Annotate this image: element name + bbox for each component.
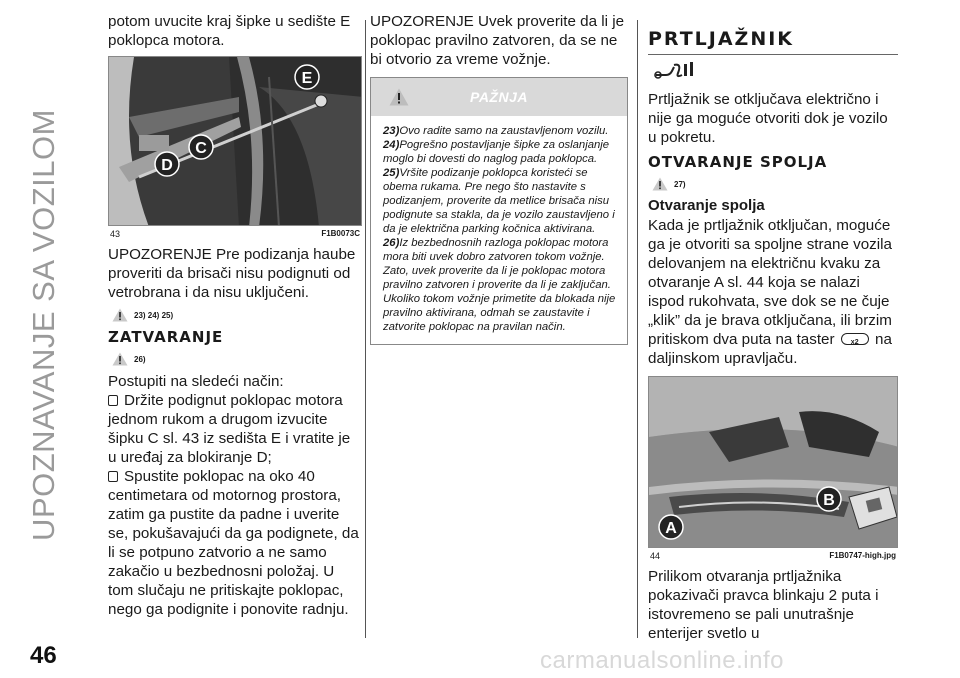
pazn-box bbox=[370, 77, 628, 345]
note-item: 23)Ovo radite samo na zaustavljenom vozilu. bbox=[383, 125, 609, 137]
figure-number: 44 bbox=[650, 551, 661, 561]
refs-text: 26) bbox=[134, 354, 146, 364]
section-title-prtljaznik: PRTLJAŽNIK bbox=[648, 28, 898, 55]
list-item-text: Spustite poklopac na oko 40 centimetara od motornog prostora, zatim ga pustite da padne i uverite se, pokušavajući da ga podignete, da li se potpuno zatvorio a ne samo zakačio u bezbednosni položaj. U tom slučaju ne pritiskajte poklopac, nego ga podignite i ponovite radnju. bbox=[108, 468, 359, 618]
section-refs bbox=[652, 177, 898, 191]
svg-text:B: B bbox=[823, 492, 835, 509]
checkbox-bullet-icon bbox=[108, 471, 118, 482]
warning-paragraph: UPOZORENJE Pre podizanja haube proveriti da brisači nisu podignuti od vetrobrana i da nisu uključeni. bbox=[108, 246, 356, 301]
figure-43 bbox=[108, 56, 362, 226]
svg-text:E: E bbox=[301, 70, 313, 87]
electric-key-icon bbox=[652, 61, 898, 86]
subsection-title: Otvaranje spolja bbox=[648, 197, 765, 214]
closing-paragraph: Prilikom otvaranja prtljažnika pokazivači pravca blinkaju 2 puta i istovremeno se pali unutrašnje enterijer svetlo u bbox=[648, 568, 879, 642]
intro-text: potom uvucite kraj šipke u sedište E poklopca motora. bbox=[108, 13, 351, 49]
pazn-title: PAŽNJA bbox=[470, 89, 528, 105]
intro-text: Prtljažnik se otključava električno i nije ga moguće otvoriti dok je vozilo u pokretu. bbox=[648, 91, 888, 146]
chapter-side-title bbox=[4, 25, 84, 625]
column-divider bbox=[365, 20, 366, 638]
page-number: 46 bbox=[30, 642, 57, 669]
checkbox-bullet-icon bbox=[108, 395, 118, 406]
refs-text: 23) 24) 25) bbox=[134, 310, 174, 320]
column-divider bbox=[637, 20, 638, 638]
list-item bbox=[108, 391, 362, 467]
section-refs bbox=[112, 352, 362, 366]
remote-double-press-icon: x2 bbox=[841, 333, 869, 345]
warning-paragraph: UPOZORENJE Uvek proverite da li je poklopac pravilno zatvoren, da se ne bi otvorio za vreme vožnje. bbox=[370, 13, 625, 68]
figure-44-caption bbox=[648, 548, 898, 567]
note-item: 24)Pogrešno postavljanje šipke za oslanjanje moglo bi dovesti do naglog pada poklopca. bbox=[383, 139, 610, 165]
note-item: 26)Iz bezbednosnih razloga poklopac motora mora biti uvek dobro zatvoren tokom vožnje. Zato, uvek proverite da li je poklopac motora pravilno zatvoren i proverite da li je zaključan. Ukoliko tokom vožnje primetite da blokada nije pravilno aktivirana, odmah se zaustavite i zatvorite poklopac na pravilan način. bbox=[383, 237, 616, 333]
label-D bbox=[155, 152, 179, 176]
note-item: 25)Vršite podizanje poklopca koristeći se obema rukama. Pre nego što nastavite s podizanjem, proverite da metlice brisača nisu podignute sa stakla, da je vozilo zaustavljeno i da je električna parking kočnica aktivirana. bbox=[383, 167, 615, 235]
label-A bbox=[659, 515, 683, 539]
engine-hood-illustration bbox=[109, 57, 362, 226]
section-title-zatvaranje: ZATVARANJE bbox=[108, 328, 224, 346]
warning-triangle-icon bbox=[652, 177, 668, 191]
figure-code: F1B0747-high.jpg bbox=[829, 551, 896, 560]
figure-43-caption bbox=[108, 226, 362, 245]
watermark: carmanualsonline.info bbox=[540, 647, 784, 674]
list-item-text: Držite podignut poklopac motora jednom rukom a drugom izvucite šipku C sl. 43 iz sedišta E i vratite je u uređaj za blokiranje D; bbox=[108, 392, 351, 466]
label-C bbox=[189, 135, 213, 159]
column-right bbox=[648, 12, 898, 649]
warning-triangle-icon bbox=[112, 352, 128, 366]
section-title-otvaranje-spolja: OTVARANJE SPOLJA bbox=[648, 153, 828, 171]
list-item bbox=[108, 467, 362, 619]
warning-triangle-icon bbox=[112, 308, 128, 322]
pazn-notes bbox=[371, 116, 627, 344]
svg-text:D: D bbox=[161, 157, 173, 174]
column-middle bbox=[370, 12, 628, 345]
label-E bbox=[295, 65, 319, 89]
refs-text: 27) bbox=[674, 179, 686, 189]
tailgate-illustration bbox=[649, 377, 898, 548]
column-left bbox=[108, 12, 362, 625]
figure-44 bbox=[648, 376, 898, 548]
svg-text:C: C bbox=[195, 140, 207, 157]
pazn-header bbox=[371, 78, 627, 116]
figure-code: F1B0073C bbox=[321, 229, 360, 238]
warning-refs bbox=[112, 308, 362, 322]
lead-text: Postupiti na sledeći način: bbox=[108, 373, 284, 390]
figure-number: 43 bbox=[110, 229, 121, 239]
chapter-title-text: UPOZNAVANJE SA VOZILOM bbox=[26, 109, 61, 541]
label-B bbox=[817, 487, 841, 511]
body-paragraph: Kada je prtljažnik otključan, moguće ga je otvoriti sa spoljne strane vozila delovanjem na električnu kvaku za otvaranje A sl. 44 koja se nalazi ispod rukohvata, sve dok se ne čuje „klik” da je brava otključana, ili brzim pritiskom dva puta na taster x2 na daljinskom upravljaču. bbox=[648, 217, 892, 367]
svg-text:A: A bbox=[665, 520, 677, 537]
